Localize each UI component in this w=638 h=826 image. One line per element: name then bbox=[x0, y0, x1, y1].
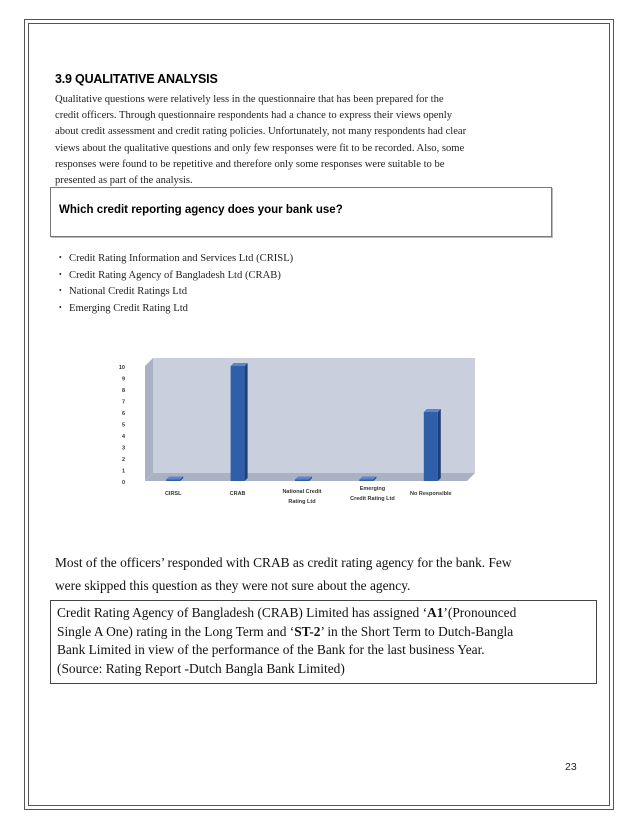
rating-note-text bbox=[57, 604, 592, 678]
list-item bbox=[55, 301, 293, 318]
rating-line bbox=[57, 604, 592, 623]
bar-top bbox=[295, 477, 312, 480]
short-term-rating: ST-2 bbox=[294, 623, 321, 639]
rating-source: (Source: Rating Report -Dutch Bangla Bank Limited) bbox=[57, 660, 345, 676]
list-item bbox=[55, 268, 293, 285]
y-tick-label: 0 bbox=[121, 480, 125, 486]
list-item bbox=[55, 251, 293, 268]
intro-line: responses were found to be repetitive and therefore only some responses were suitable to be bbox=[55, 158, 445, 170]
agency-label: Credit Rating Agency of Bangladesh Ltd (CRAB) bbox=[69, 269, 281, 281]
bullet-icon: ・ bbox=[55, 253, 66, 264]
x-tick-label: CRAB bbox=[229, 491, 246, 497]
intro-paragraph bbox=[55, 92, 555, 189]
agency-list bbox=[55, 251, 293, 317]
finding-line: were skipped this question as they were not sure about the agency. bbox=[55, 578, 411, 593]
intro-line: about credit assessment and credit rating policies. Unfortunately, not many respondents had clear bbox=[55, 126, 467, 138]
list-item bbox=[55, 284, 293, 301]
chart-side-wall bbox=[145, 358, 153, 481]
question-box bbox=[50, 187, 552, 237]
x-tick-label: Emerging bbox=[359, 486, 386, 492]
finding-paragraph bbox=[55, 551, 595, 597]
page-number: 23 bbox=[565, 761, 577, 773]
rating-text-segment: ’ in the Short Term to Dutch-Bangla bbox=[320, 623, 514, 639]
intro-line: presented as part of the analysis. bbox=[55, 175, 193, 187]
bar-top bbox=[424, 409, 441, 412]
rating-line bbox=[57, 623, 592, 642]
bar bbox=[424, 412, 438, 481]
bar bbox=[359, 480, 373, 482]
intro-line: credit officers. Through questionnaire respondents had a chance to express their views openly bbox=[55, 110, 453, 122]
bar bbox=[295, 480, 309, 482]
agency-label: National Credit Ratings Ltd bbox=[69, 286, 187, 297]
finding-line: Most of the officers’ responded with CRAB as credit rating agency for the bank. Few bbox=[55, 555, 512, 570]
rating-line: Bank Limited in view of the performance of the Bank for the last business Year. bbox=[57, 642, 485, 658]
bullet-icon: ・ bbox=[55, 269, 66, 281]
intro-line: Qualitative questions were relatively less in the questionnaire that has been prepared for the bbox=[55, 94, 444, 105]
bar bbox=[166, 480, 180, 482]
y-tick-label: 2 bbox=[121, 457, 125, 463]
y-tick-label: 7 bbox=[121, 399, 125, 406]
y-tick-label: 10 bbox=[118, 365, 125, 371]
bullet-icon: ・ bbox=[55, 302, 66, 314]
y-tick-label: 6 bbox=[121, 411, 125, 417]
y-tick-label: 8 bbox=[121, 388, 125, 394]
y-tick-label: 5 bbox=[121, 422, 125, 429]
intro-line: views about the qualitative questions and only few responses were fit to be recorded. Also, some bbox=[55, 142, 465, 154]
agency-label: Emerging Credit Rating Ltd bbox=[69, 302, 188, 314]
rating-text-segment: Credit Rating Agency of Bangladesh (CRAB) Limited has assigned ‘ bbox=[57, 605, 428, 620]
agency-label: Credit Rating Information and Services Ltd (CRISL) bbox=[69, 253, 294, 264]
y-tick-label: 1 bbox=[121, 468, 125, 475]
rating-text-segment: ’(Pronounced bbox=[443, 605, 517, 620]
x-tick-label: CIRSL bbox=[164, 491, 182, 497]
y-tick-label: 4 bbox=[121, 434, 125, 440]
y-tick-label: 9 bbox=[121, 376, 125, 383]
bar-side bbox=[438, 409, 441, 481]
bar-top bbox=[359, 477, 376, 480]
bar-top bbox=[166, 477, 183, 480]
bar-top bbox=[231, 363, 248, 366]
long-term-rating: A1 bbox=[427, 605, 444, 620]
question-text: Which credit reporting agency does your bank use? bbox=[59, 204, 343, 216]
bar-side bbox=[245, 363, 248, 481]
x-tick-label: National Credit bbox=[282, 489, 322, 495]
bullet-icon: ・ bbox=[55, 286, 66, 297]
y-tick-label: 3 bbox=[121, 445, 125, 452]
rating-note-box bbox=[50, 600, 597, 684]
rating-text-segment: Single A One) rating in the Long Term and ‘ bbox=[57, 623, 295, 639]
x-tick-label: Rating Ltd bbox=[288, 499, 316, 505]
section-heading: 3.9 QUALITATIVE ANALYSIS bbox=[55, 72, 218, 86]
bar-chart bbox=[95, 350, 495, 520]
x-tick-label: No Responsible bbox=[410, 491, 452, 497]
bar bbox=[231, 366, 245, 481]
x-tick-label: Credit Rating Ltd bbox=[350, 496, 395, 502]
